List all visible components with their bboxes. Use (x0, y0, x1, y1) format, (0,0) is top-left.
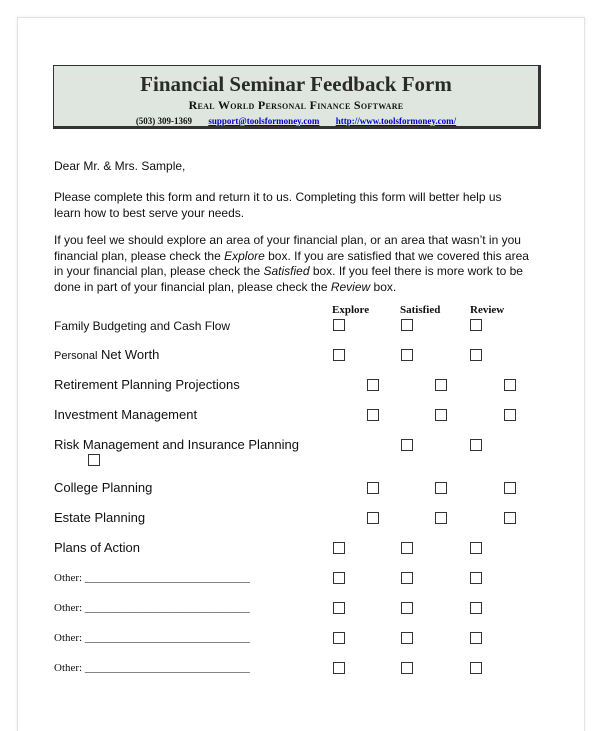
checkbox-satisfied[interactable] (401, 602, 413, 614)
checkbox-satisfied[interactable] (401, 349, 413, 361)
row-label-retirement: Retirement Planning Projections (54, 377, 240, 392)
checkbox-satisfied[interactable] (435, 379, 447, 391)
checkbox-explore[interactable] (333, 349, 345, 361)
greeting: Dear Mr. & Mrs. Sample, (54, 159, 186, 173)
instructions-text: box. If you are satisfied that we covered this area (264, 248, 529, 263)
form-subtitle: Real World Personal Finance Software (188, 98, 404, 112)
satisfied-emphasis: Satisfied (263, 264, 310, 278)
checkbox-satisfied[interactable] (401, 319, 413, 331)
instructions-line-4 (54, 280, 554, 296)
instructions-line-2 (54, 249, 554, 265)
checkbox-review[interactable] (470, 319, 482, 331)
row-label-other[interactable]: Other: ______________________________ (54, 662, 250, 674)
checkbox-satisfied[interactable] (401, 572, 413, 584)
checkbox-satisfied[interactable] (435, 409, 447, 421)
checkbox-explore[interactable] (333, 572, 345, 584)
checkbox-review[interactable] (504, 379, 516, 391)
intro-line-2: learn how to best serve your needs. (54, 205, 245, 220)
intro-paragraph (54, 190, 554, 221)
checkbox-review[interactable] (470, 662, 482, 674)
instructions-line-1: If you feel we should explore an area of your financial plan, or an area that wasn’t in you (54, 233, 521, 247)
row-label-family-budgeting: Family Budgeting and Cash Flow (54, 319, 231, 333)
explore-emphasis: Explore (224, 248, 265, 263)
phone-number: (503) 309-1369 (135, 116, 193, 126)
email-link[interactable]: support@toolsformoney.com (208, 116, 320, 126)
checkbox-review[interactable] (504, 482, 516, 494)
checkbox-satisfied[interactable] (401, 439, 413, 451)
row-label-prefix: Personal (54, 350, 98, 362)
row-label-text: Net Worth (101, 347, 160, 362)
checkbox-review[interactable] (470, 602, 482, 614)
checkbox-satisfied[interactable] (401, 632, 413, 644)
checkbox-satisfied[interactable] (435, 512, 447, 524)
column-header-review: Review (470, 304, 505, 316)
instructions-text: done in part of your financial plan, please check the (54, 279, 331, 294)
contact-line (54, 116, 538, 126)
form-title: Financial Seminar Feedback Form (140, 72, 452, 96)
checkbox-explore[interactable] (367, 482, 379, 494)
checkbox-explore[interactable] (367, 379, 379, 391)
checkbox-review[interactable] (504, 409, 516, 421)
row-label-estate: Estate Planning (54, 510, 146, 525)
checkbox-explore[interactable] (333, 602, 345, 614)
checkbox-satisfied[interactable] (435, 482, 447, 494)
instructions-paragraph (54, 233, 554, 295)
checkbox-explore[interactable] (333, 542, 345, 554)
checkbox-explore[interactable] (333, 632, 345, 644)
checkbox-explore[interactable] (367, 409, 379, 421)
checkbox-review[interactable] (470, 542, 482, 554)
form-header (53, 65, 541, 129)
checkbox-explore[interactable] (333, 319, 345, 331)
checkbox-explore[interactable] (367, 512, 379, 524)
row-label-other[interactable]: Other: ______________________________ (54, 602, 250, 614)
checkbox-explore[interactable] (333, 662, 345, 674)
column-header-explore: Explore (332, 304, 370, 316)
checkbox-review[interactable] (470, 632, 482, 644)
row-label-other[interactable]: Other: ______________________________ (54, 632, 250, 644)
row-label-net-worth (54, 347, 159, 362)
instructions-text: box. (370, 279, 397, 294)
checkbox-satisfied[interactable] (401, 542, 413, 554)
checkbox-explore[interactable] (88, 454, 100, 466)
instructions-line-3 (54, 264, 554, 280)
checkbox-review[interactable] (504, 512, 516, 524)
row-label-plans-of-action: Plans of Action (54, 540, 140, 555)
intro-line-1: Please complete this form and return it to us. Completing this form will better help us (54, 190, 502, 204)
row-label-investment: Investment Management (54, 407, 198, 422)
review-emphasis: Review (330, 279, 371, 294)
instructions-text: in your financial plan, please check the (54, 264, 264, 278)
row-label-risk-management: Risk Management and Insurance Planning (54, 437, 299, 452)
checkbox-review[interactable] (470, 439, 482, 451)
row-label-other[interactable]: Other: ______________________________ (54, 572, 250, 584)
column-header-satisfied: Satisfied (400, 304, 441, 316)
website-link[interactable]: http://www.toolsformoney.com/ (335, 116, 457, 126)
checkbox-satisfied[interactable] (401, 662, 413, 674)
instructions-text: financial plan, please check the (54, 248, 225, 263)
checkbox-review[interactable] (470, 572, 482, 584)
instructions-text: box. If you feel there is more work to be (309, 264, 523, 278)
row-label-college: College Planning (54, 480, 153, 495)
checkbox-review[interactable] (470, 349, 482, 361)
